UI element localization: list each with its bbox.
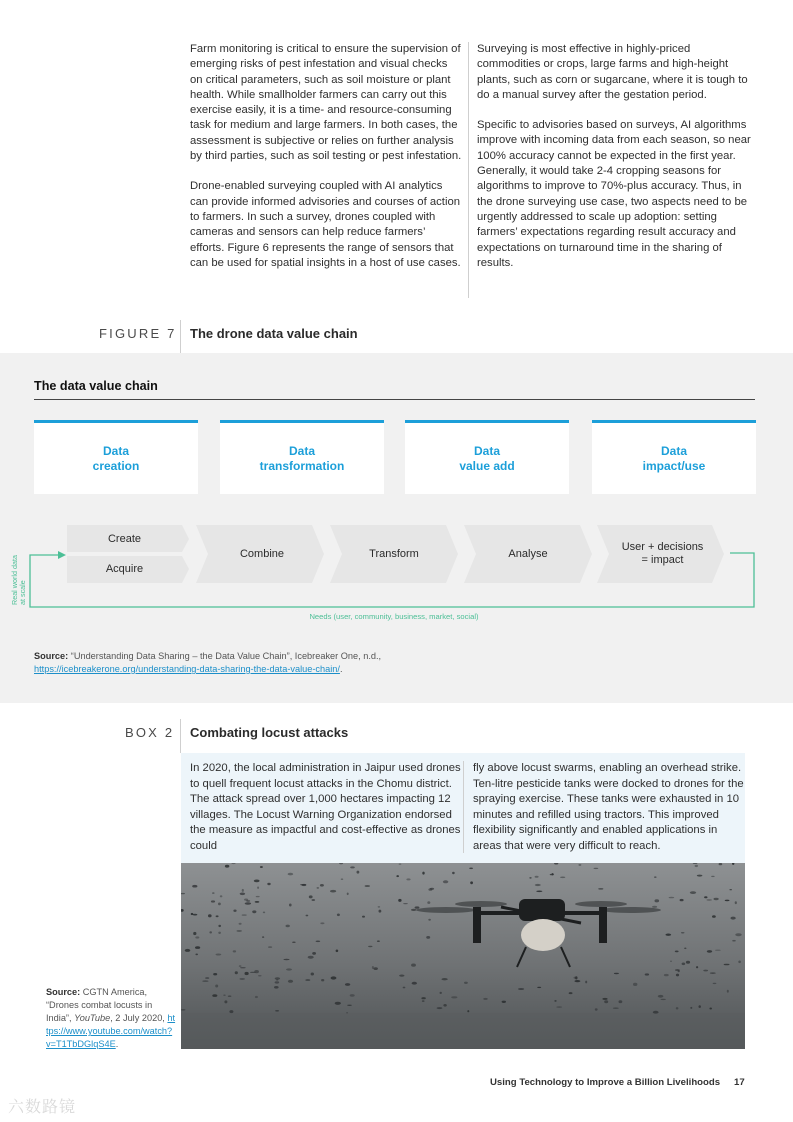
locust-speck bbox=[675, 969, 680, 971]
locust-speck bbox=[598, 888, 603, 889]
page-number: 17 bbox=[734, 1077, 745, 1088]
locust-speck bbox=[209, 931, 212, 933]
step-impact bbox=[605, 541, 720, 567]
locust-speck bbox=[331, 976, 337, 979]
locust-speck bbox=[335, 1002, 341, 1005]
panel-title: The data value chain bbox=[34, 379, 158, 393]
locust-speck bbox=[619, 1000, 623, 1003]
locust-speck bbox=[368, 946, 372, 947]
locust-speck bbox=[428, 888, 432, 891]
locust-speck bbox=[709, 1008, 712, 1010]
locust-speck bbox=[529, 877, 531, 879]
locust-speck bbox=[714, 898, 719, 900]
locust-speck bbox=[552, 873, 554, 875]
locust-speck bbox=[675, 951, 679, 953]
locust-speck bbox=[257, 887, 259, 889]
locust-speck bbox=[729, 889, 732, 890]
step-create: Create bbox=[107, 533, 142, 545]
locust-speck bbox=[735, 933, 741, 936]
locust-speck bbox=[711, 876, 715, 877]
locust-speck bbox=[337, 914, 340, 917]
locust-speck bbox=[205, 977, 209, 979]
locust-speck bbox=[240, 893, 245, 896]
locust-speck bbox=[574, 980, 580, 982]
locust-speck bbox=[535, 876, 539, 878]
intro-right-paragraph-2: Specific to advisories based on surveys, AI algorithms improve with incoming data from each season, so near 100% accuracy cannot be expected in the first year. Generally, it would take 2-4 cropping seasons for algorithms to improve to 70%-plus accuracy. Thus, in the drone surveying use case, two aspects need to be urgently addressed to scale up adoption: setting farmers’ expectations regarding result accuracy and expectations on turnaround time in the sharing of results. bbox=[477, 119, 751, 269]
real-world-data-label: Real world data at scale bbox=[10, 555, 27, 605]
locust-speck bbox=[195, 946, 200, 949]
locust-speck bbox=[594, 868, 599, 869]
locust-speck bbox=[362, 916, 365, 918]
locust-speck bbox=[242, 889, 244, 892]
locust-speck bbox=[193, 932, 196, 935]
stage-label: Data transformation bbox=[259, 443, 345, 473]
locust-speck bbox=[686, 961, 690, 964]
locust-speck bbox=[467, 1010, 469, 1012]
locust-speck bbox=[245, 972, 249, 975]
locust-speck bbox=[502, 1001, 506, 1003]
locust-speck bbox=[229, 1010, 233, 1013]
locust-speck bbox=[239, 965, 242, 966]
locust-speck bbox=[613, 1007, 619, 1009]
locust-speck bbox=[633, 983, 637, 986]
locust-speck bbox=[357, 871, 360, 874]
locust-speck bbox=[185, 949, 191, 952]
intro-left-paragraph-1: Farm monitoring is critical to ensure the supervision of emerging risks of pest infestation and visual checks on critical parameters, such as soil moisture or plant health. While smallholder farmers can carry out this exercise easily, it is a time- and resource-consuming task for medium and large farmers. In both cases, the assessment is subjective or relies on further analysis by third parties, such as soil testing or pest infestation. bbox=[190, 43, 462, 163]
locust-speck bbox=[254, 970, 259, 973]
locust-speck bbox=[306, 915, 309, 917]
locust-speck bbox=[223, 995, 225, 996]
stage-label: Data creation bbox=[92, 443, 140, 473]
locust-speck bbox=[676, 1007, 679, 1009]
locust-speck bbox=[569, 992, 573, 994]
locust-speck bbox=[427, 901, 430, 904]
locust-speck bbox=[697, 875, 703, 877]
box-source-text-2: , 2 July 2020, bbox=[110, 1013, 168, 1023]
locust-speck bbox=[191, 913, 194, 915]
locust-speck bbox=[237, 930, 242, 931]
locust-speck bbox=[268, 946, 272, 948]
locust-speck bbox=[536, 891, 542, 893]
locust-speck bbox=[483, 998, 487, 1000]
panel-title-rule bbox=[34, 399, 755, 400]
stage-data-impact bbox=[592, 420, 756, 494]
locust-speck bbox=[336, 950, 339, 953]
locust-speck bbox=[682, 963, 686, 966]
box-source-italic: YouTube bbox=[74, 1013, 111, 1023]
locust-speck bbox=[696, 966, 698, 968]
intro-left-paragraph-2: Drone-enabled surveying coupled with AI analytics can provide informed advisories and courses of action to farmers. In such a survey, drones coupled with cameras and sensors can help reduce farmers’ efforts. Figure 6 represents the range of sensors that can be used for spatial insights in a host of use cases. bbox=[190, 180, 461, 269]
intro-left-column bbox=[190, 42, 462, 271]
locust-speck bbox=[421, 997, 425, 999]
figure-source-text: “Understanding Data Sharing – the Data Value Chain”, Icebreaker One, n.d., bbox=[68, 651, 382, 661]
locust-speck bbox=[655, 899, 660, 902]
figure-source-end: . bbox=[339, 664, 343, 674]
locust-speck bbox=[518, 988, 524, 990]
locust-speck bbox=[719, 863, 723, 865]
locust-speck bbox=[690, 891, 696, 894]
locust-speck bbox=[535, 884, 541, 886]
locust-speck bbox=[440, 992, 442, 994]
locust-speck bbox=[398, 899, 401, 902]
locust-speck bbox=[255, 996, 258, 998]
locust-speck bbox=[578, 864, 581, 865]
locust-speck bbox=[341, 879, 344, 880]
locust-speck bbox=[220, 895, 223, 897]
locust-speck bbox=[707, 899, 712, 900]
locust-speck bbox=[574, 977, 578, 979]
stage-data-value-add bbox=[405, 420, 569, 494]
locust-speck bbox=[208, 914, 212, 917]
step-combine: Combine bbox=[239, 548, 285, 560]
locust-speck bbox=[684, 948, 686, 950]
locust-speck bbox=[604, 1000, 608, 1003]
locust-speck bbox=[725, 900, 730, 902]
figure-source bbox=[34, 650, 414, 676]
locust-speck bbox=[724, 964, 730, 966]
locust-drone-photo bbox=[181, 863, 745, 1049]
locust-speck bbox=[320, 884, 324, 887]
locust-speck bbox=[240, 978, 245, 979]
locust-speck bbox=[707, 950, 712, 953]
locust-speck bbox=[211, 900, 215, 902]
locust-speck bbox=[715, 950, 721, 951]
locust-speck bbox=[703, 970, 708, 972]
locust-speck bbox=[585, 981, 587, 984]
locust-speck bbox=[350, 994, 355, 997]
locust-speck bbox=[258, 975, 262, 976]
locust-speck bbox=[275, 981, 280, 983]
locust-speck bbox=[426, 936, 430, 939]
locust-speck bbox=[727, 990, 729, 993]
step-analyse: Analyse bbox=[508, 548, 548, 560]
intro-right-paragraph-1: Surveying is most effective in highly-priced commodities or crops, large farms and high-height plants, such as corn or sugarcane, where it is tough to do a manual survey after the gestation period. bbox=[477, 43, 748, 101]
locust-speck bbox=[321, 979, 324, 981]
box-column-divider bbox=[463, 761, 464, 853]
step-transform: Transform bbox=[369, 548, 419, 560]
locust-speck bbox=[350, 866, 355, 868]
locust-speck bbox=[312, 899, 316, 901]
locust-speck bbox=[288, 980, 293, 983]
locust-speck bbox=[411, 909, 417, 911]
locust-speck bbox=[379, 910, 382, 913]
locust-speck bbox=[245, 902, 251, 905]
locust-speck bbox=[699, 1005, 701, 1008]
locust-speck bbox=[378, 906, 381, 907]
locust-speck bbox=[554, 1000, 556, 1002]
box-right-text: fly above locust swarms, enabling an overhead strike. Ten-litre pesticide tanks were docked to drones for the spraying exercise. These tanks were exhausted in 10 minutes and refilled using tractors. This improved flexibility significantly and enabled applications in areas that were very difficult to reach. bbox=[473, 762, 744, 852]
locust-speck bbox=[428, 919, 431, 921]
locust-speck bbox=[377, 941, 380, 942]
locust-speck bbox=[274, 986, 279, 989]
locust-speck bbox=[710, 973, 716, 974]
locust-speck bbox=[345, 983, 350, 986]
locust-speck bbox=[289, 904, 292, 907]
locust-speck bbox=[256, 896, 260, 897]
box-source bbox=[46, 986, 176, 1051]
locust-speck bbox=[470, 881, 473, 884]
box-source-link[interactable]: https://www.youtube.com/watch?v=T1TbDGlqS4E bbox=[46, 1013, 176, 1049]
locust-speck bbox=[202, 980, 208, 981]
locust-speck bbox=[286, 925, 290, 928]
stage-data-creation bbox=[34, 420, 198, 494]
locust-speck bbox=[215, 985, 218, 988]
locust-speck bbox=[645, 973, 649, 975]
locust-speck bbox=[403, 987, 406, 989]
box-header-divider bbox=[180, 719, 181, 753]
locust-speck bbox=[422, 1000, 425, 1002]
box-title: Combating locust attacks bbox=[190, 725, 349, 740]
locust-speck bbox=[213, 973, 217, 975]
locust-speck bbox=[658, 995, 664, 998]
locust-speck bbox=[669, 897, 675, 899]
locust-speck bbox=[653, 1011, 659, 1014]
footer-title: Using Technology to Improve a Billion Livelihoods bbox=[490, 1077, 721, 1088]
locust-speck bbox=[666, 934, 672, 936]
locust-speck bbox=[275, 1010, 279, 1012]
locust-speck bbox=[309, 895, 313, 898]
figure-header-divider bbox=[180, 320, 181, 353]
locust-speck bbox=[661, 999, 666, 1000]
box-right-column bbox=[473, 761, 745, 855]
locust-speck bbox=[292, 942, 295, 943]
locust-speck bbox=[263, 912, 265, 914]
locust-speck bbox=[267, 883, 270, 885]
locust-speck bbox=[411, 964, 416, 967]
watermark: 六数路镜 bbox=[8, 1099, 77, 1116]
loop-arrowhead bbox=[58, 551, 66, 559]
figure-source-link[interactable]: https://icebreakerone.org/understanding-data-sharing-the-data-value-chain/ bbox=[34, 664, 340, 674]
locust-speck bbox=[317, 887, 320, 889]
locust-speck bbox=[275, 977, 280, 980]
box-left-text: In 2020, the local administration in Jaipur used drones to quell frequent locust attacks in the Chomu district. The attack spread over 1,000 hectares impacting 12 villages. The Locust Warning Organization endorsed the measure as impactful and cost-effective as drones could bbox=[190, 762, 461, 852]
locust-speck bbox=[242, 914, 247, 915]
locust-speck bbox=[422, 872, 424, 875]
locust-speck bbox=[676, 974, 679, 977]
locust-speck bbox=[614, 973, 619, 974]
locust-speck bbox=[680, 899, 684, 901]
locust-speck bbox=[595, 1008, 598, 1010]
locust-speck bbox=[690, 1007, 692, 1009]
locust-speck bbox=[732, 940, 736, 942]
locust-speck bbox=[212, 892, 215, 894]
column-divider bbox=[468, 42, 469, 298]
locust-speck bbox=[195, 954, 198, 956]
locust-speck bbox=[240, 967, 246, 968]
locust-speck bbox=[695, 865, 698, 867]
locust-speck bbox=[218, 932, 221, 934]
step-impact-line-2: = impact bbox=[641, 554, 684, 566]
locust-speck bbox=[437, 1007, 443, 1009]
locust-speck bbox=[406, 878, 410, 880]
figure-title: The drone data value chain bbox=[190, 326, 358, 341]
stage-data-transformation bbox=[220, 420, 384, 494]
locust-speck bbox=[412, 982, 417, 985]
stage-label: Data value add bbox=[459, 443, 515, 473]
locust-speck bbox=[713, 983, 717, 984]
locust-speck bbox=[235, 971, 238, 974]
box-source-label: Source: bbox=[46, 987, 81, 997]
box-label: BOX 2 bbox=[125, 725, 175, 740]
locust-speck bbox=[193, 914, 198, 916]
figure-label: FIGURE 7 bbox=[99, 326, 177, 341]
stage-label: Data impact/use bbox=[642, 443, 706, 473]
locust-speck bbox=[228, 995, 232, 997]
locust-speck bbox=[233, 910, 236, 912]
locust-speck bbox=[233, 950, 236, 952]
locust-speck bbox=[192, 885, 197, 888]
step-acquire: Acquire bbox=[105, 563, 144, 575]
locust-speck bbox=[255, 901, 260, 903]
locust-speck bbox=[556, 1006, 562, 1008]
locust-speck bbox=[347, 893, 349, 896]
box-left-column bbox=[190, 761, 462, 855]
locust-speck bbox=[195, 936, 199, 938]
locust-speck bbox=[330, 890, 336, 893]
locust-speck bbox=[415, 906, 420, 908]
locust-speck bbox=[654, 877, 657, 878]
locust-speck bbox=[399, 975, 404, 977]
locust-speck bbox=[396, 875, 399, 877]
locust-speck bbox=[311, 973, 314, 976]
locust-speck bbox=[305, 979, 310, 981]
needs-label: Needs (user, community, business, market, social) bbox=[309, 612, 479, 621]
locust-speck bbox=[346, 1012, 348, 1013]
locust-speck bbox=[254, 880, 260, 883]
locust-speck bbox=[652, 906, 657, 908]
photo-ground bbox=[181, 1013, 745, 1049]
locust-speck bbox=[738, 961, 741, 964]
locust-speck bbox=[731, 917, 736, 920]
locust-speck bbox=[216, 915, 219, 917]
locust-speck bbox=[704, 896, 707, 898]
locust-speck bbox=[372, 966, 374, 969]
locust-speck bbox=[469, 868, 473, 870]
locust-speck bbox=[443, 1004, 446, 1007]
locust-speck bbox=[664, 974, 669, 976]
locust-speck bbox=[443, 880, 448, 883]
locust-speck bbox=[288, 873, 293, 876]
locust-speck bbox=[212, 994, 217, 997]
locust-speck bbox=[239, 923, 242, 925]
locust-speck bbox=[712, 915, 716, 918]
locust-speck bbox=[246, 900, 250, 901]
locust-speck bbox=[218, 903, 221, 906]
locust-speck bbox=[347, 1005, 352, 1006]
locust-speck bbox=[225, 865, 229, 868]
locust-speck bbox=[316, 941, 321, 943]
locust-speck bbox=[374, 967, 378, 970]
locust-speck bbox=[308, 956, 314, 959]
locust-speck bbox=[451, 996, 457, 998]
step-impact-line-1: User + decisions bbox=[621, 541, 704, 553]
box-source-text-1: CGTN America, “Drones combat locusts in India”, bbox=[46, 987, 153, 1023]
drone-photo-illustration bbox=[181, 863, 745, 1049]
locust-speck bbox=[286, 968, 292, 970]
locust-speck bbox=[537, 987, 541, 988]
locust-speck bbox=[216, 954, 222, 956]
locust-speck bbox=[260, 866, 263, 868]
locust-speck bbox=[262, 936, 264, 938]
locust-speck bbox=[399, 864, 402, 865]
locust-speck bbox=[403, 903, 408, 904]
locust-speck bbox=[320, 922, 324, 924]
locust-speck bbox=[276, 979, 278, 980]
locust-speck bbox=[283, 959, 289, 960]
locust-speck bbox=[452, 872, 455, 874]
locust-speck bbox=[442, 978, 448, 980]
locust-speck bbox=[365, 885, 370, 887]
locust-speck bbox=[302, 884, 307, 886]
locust-speck bbox=[670, 961, 672, 962]
locust-speck bbox=[224, 1000, 227, 1003]
locust-speck bbox=[735, 901, 737, 904]
box-source-end: . bbox=[115, 1039, 119, 1049]
locust-speck bbox=[602, 998, 607, 1000]
locust-speck bbox=[681, 932, 685, 933]
locust-speck bbox=[560, 877, 565, 879]
figure-source-label: Source: bbox=[34, 651, 69, 661]
intro-right-column bbox=[477, 42, 755, 271]
locust-speck bbox=[312, 952, 316, 955]
locust-speck bbox=[252, 910, 256, 913]
locust-speck bbox=[218, 925, 221, 927]
locust-speck bbox=[464, 982, 468, 984]
